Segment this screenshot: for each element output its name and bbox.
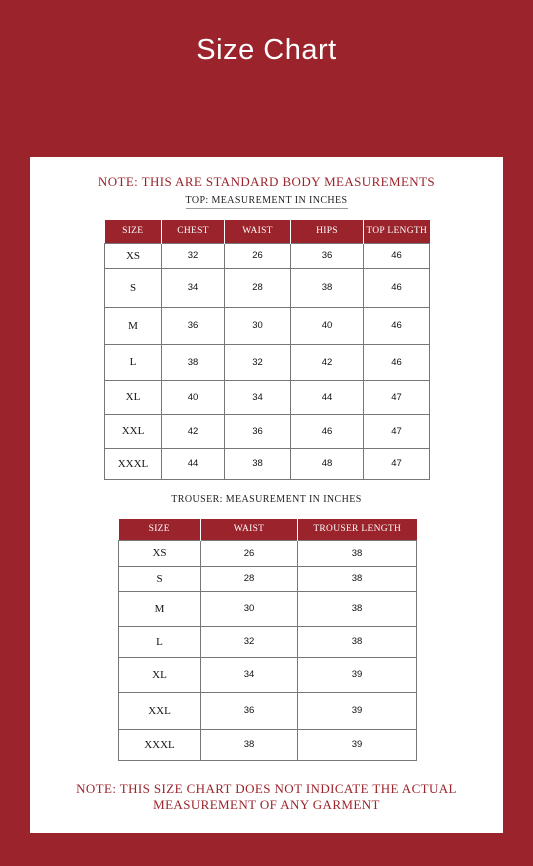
chest-cell: 38 [162, 344, 225, 380]
disclaimer-line-2: MEASUREMENT OF ANY GARMENT [153, 797, 380, 812]
trouser-table-caption: TROUSER: MEASUREMENT IN INCHES [171, 494, 362, 505]
disclaimer-line-1: NOTE: THIS SIZE CHART DOES NOT INDICATE THE ACTUAL [76, 781, 457, 796]
size-cell: XS [119, 540, 201, 566]
size-cell: XXL [119, 692, 201, 729]
top-header-top-length: TOP LENGTH [364, 220, 430, 243]
waist-cell: 34 [201, 657, 298, 692]
size-cell: L [119, 626, 201, 657]
waist-cell: 32 [201, 626, 298, 657]
top-header-hips: HIPS [291, 220, 364, 243]
top-length-cell: 46 [364, 307, 430, 344]
trouser-length-cell: 38 [298, 626, 417, 657]
waist-cell: 32 [225, 344, 291, 380]
top-header-chest: CHEST [162, 220, 225, 243]
standard-measurements-note: NOTE: THIS ARE STANDARD BODY MEASUREMENTS [97, 174, 436, 189]
table-row [105, 448, 430, 479]
hips-cell: 38 [291, 268, 364, 307]
top-length-cell: 46 [364, 243, 430, 268]
waist-cell: 30 [225, 307, 291, 344]
waist-cell: 26 [225, 243, 291, 268]
waist-cell: 28 [225, 268, 291, 307]
table-row [119, 540, 417, 566]
table-row [119, 591, 417, 626]
chest-cell: 42 [162, 414, 225, 448]
trouser-length-cell: 38 [298, 540, 417, 566]
table-row [119, 657, 417, 692]
table-row [105, 344, 430, 380]
table-row [119, 692, 417, 729]
hips-cell: 44 [291, 380, 364, 414]
top-table-caption [30, 195, 503, 206]
size-cell: S [105, 268, 162, 307]
trouser-length-cell: 39 [298, 692, 417, 729]
table-row [119, 729, 417, 760]
trouser-measurements-table [118, 519, 417, 761]
page-title: Size Chart [196, 34, 337, 66]
table-row [105, 380, 430, 414]
table-row [105, 414, 430, 448]
size-cell: XXL [105, 414, 162, 448]
table-row [105, 307, 430, 344]
chest-cell: 34 [162, 268, 225, 307]
hips-cell: 42 [291, 344, 364, 380]
waist-cell: 30 [201, 591, 298, 626]
waist-cell: 38 [201, 729, 298, 760]
trouser-length-cell: 38 [298, 591, 417, 626]
size-cell: XXXL [119, 729, 201, 760]
top-measurements-table [104, 220, 430, 480]
size-cell: XS [105, 243, 162, 268]
size-cell: M [119, 591, 201, 626]
waist-cell: 36 [225, 414, 291, 448]
waist-cell: 26 [201, 540, 298, 566]
hips-cell: 40 [291, 307, 364, 344]
trouser-header-waist: WAIST [201, 519, 298, 540]
top-length-cell: 46 [364, 344, 430, 380]
trouser-table-header-row [119, 519, 417, 540]
hips-cell: 46 [291, 414, 364, 448]
waist-cell: 38 [225, 448, 291, 479]
hips-cell: 36 [291, 243, 364, 268]
top-table-header-row [105, 220, 430, 243]
disclaimer-note [30, 781, 503, 813]
chest-cell: 44 [162, 448, 225, 479]
size-cell: XXXL [105, 448, 162, 479]
top-table-caption-text: TOP: MEASUREMENT IN INCHES [186, 195, 348, 209]
trouser-length-cell: 39 [298, 729, 417, 760]
trouser-length-cell: 39 [298, 657, 417, 692]
size-cell: XL [119, 657, 201, 692]
waist-cell: 34 [225, 380, 291, 414]
top-length-cell: 46 [364, 268, 430, 307]
size-chart-card [30, 157, 503, 833]
top-header-size: SIZE [105, 220, 162, 243]
trouser-header-size: SIZE [119, 519, 201, 540]
waist-cell: 28 [201, 566, 298, 591]
table-row [105, 243, 430, 268]
size-cell: XL [105, 380, 162, 414]
table-row [119, 566, 417, 591]
top-length-cell: 47 [364, 448, 430, 479]
top-length-cell: 47 [364, 380, 430, 414]
chest-cell: 40 [162, 380, 225, 414]
size-cell: L [105, 344, 162, 380]
waist-cell: 36 [201, 692, 298, 729]
trouser-length-cell: 38 [298, 566, 417, 591]
hips-cell: 48 [291, 448, 364, 479]
size-cell: S [119, 566, 201, 591]
trouser-header-length: TROUSER LENGTH [298, 519, 417, 540]
top-header-waist: WAIST [225, 220, 291, 243]
chest-cell: 32 [162, 243, 225, 268]
chest-cell: 36 [162, 307, 225, 344]
table-row [105, 268, 430, 307]
size-cell: M [105, 307, 162, 344]
top-length-cell: 47 [364, 414, 430, 448]
table-row [119, 626, 417, 657]
